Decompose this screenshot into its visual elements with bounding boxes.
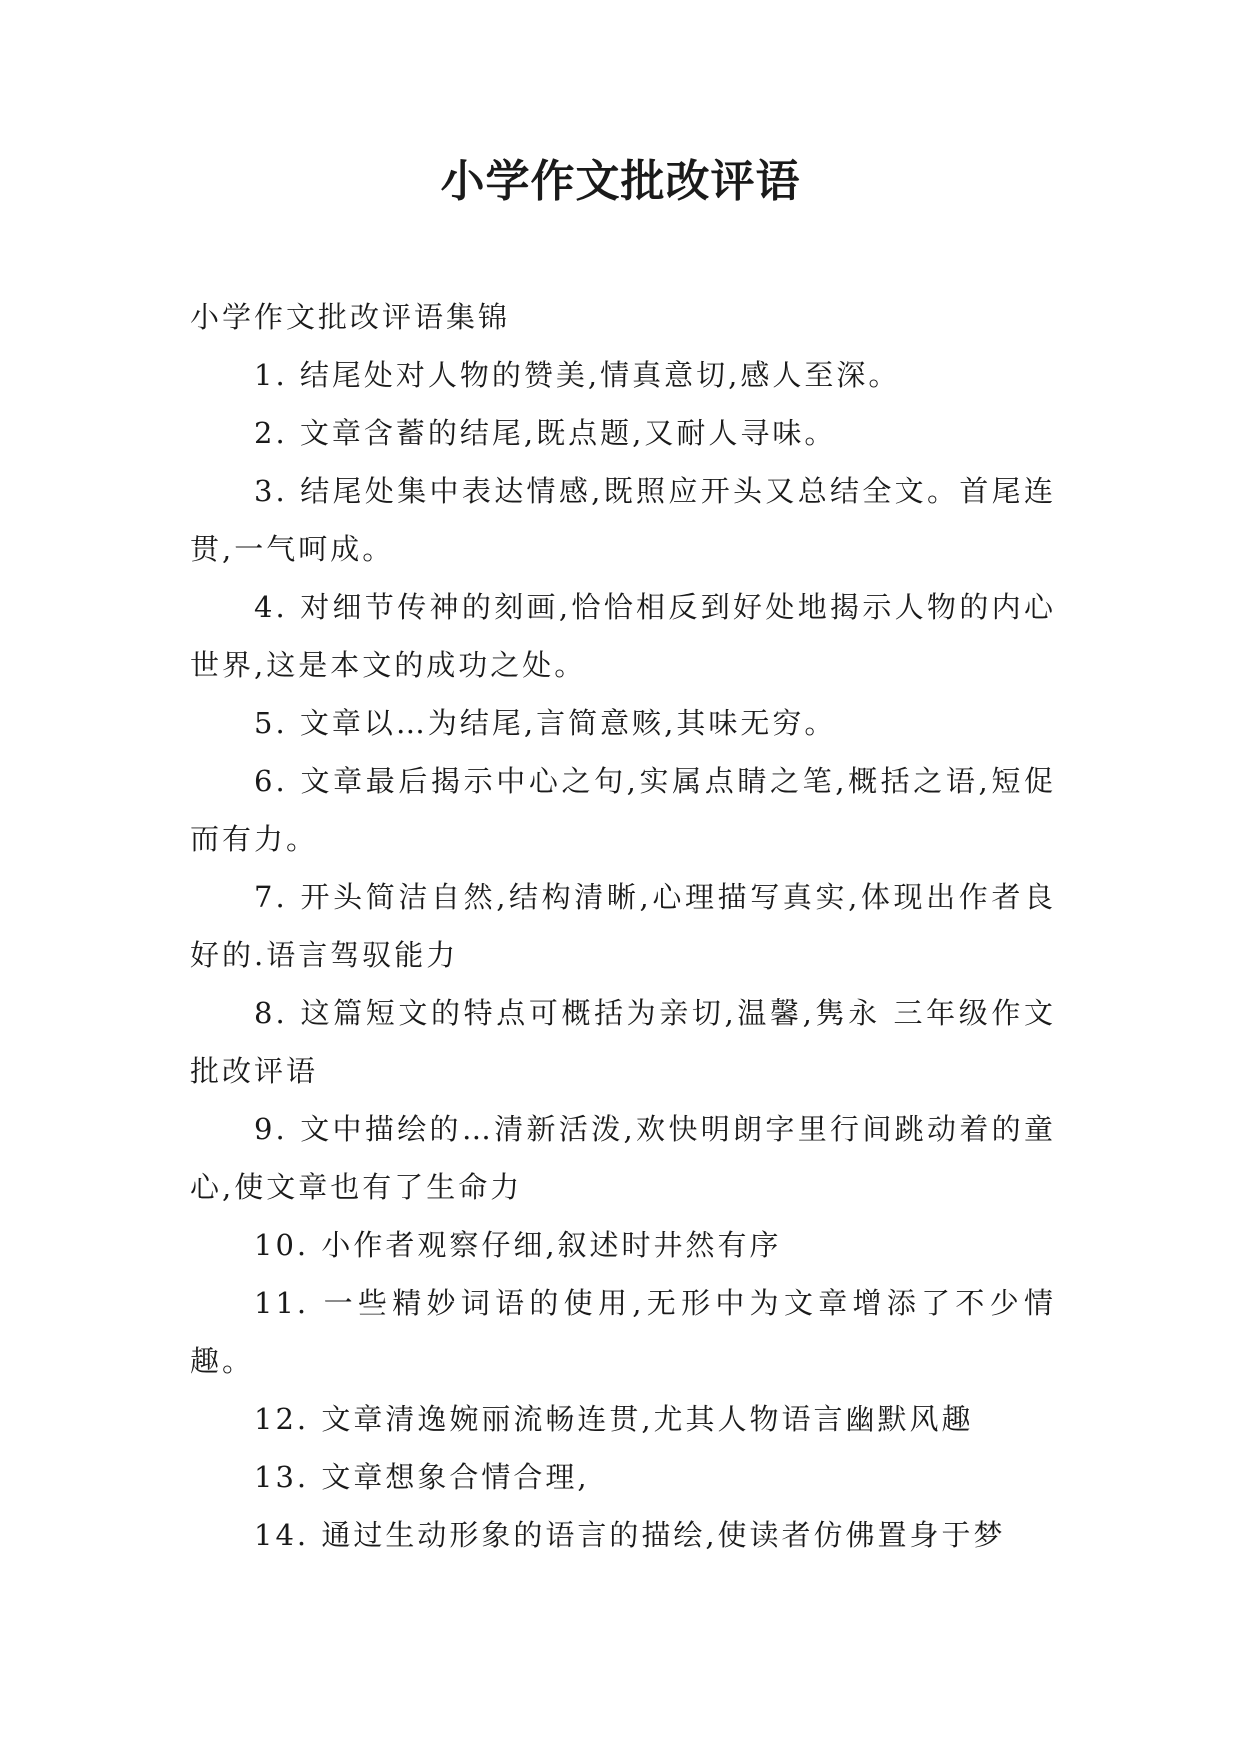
comment-item-7: 7. 开头简洁自然,结构清晰,心理描写真实,体现出作者良好的.语言驾驭能力 bbox=[190, 880, 1056, 972]
document-title: 小学作文批改评语 bbox=[440, 156, 801, 207]
comment-item-12: 12. 文章清逸婉丽流畅连贯,尤其人物语言幽默风趣 bbox=[254, 1402, 974, 1436]
comment-item-10: 10. 小作者观察仔细,叙述时井然有序 bbox=[254, 1228, 782, 1262]
comment-item-11: 11. 一些精妙词语的使用,无形中为文章增添了不少情趣。 bbox=[190, 1286, 1056, 1378]
comment-item-14: 14. 通过生动形象的语言的描绘,使读者仿佛置身于梦 bbox=[254, 1518, 1006, 1552]
comment-item-3: 3. 结尾处集中表达情感,既照应开头又总结全文。首尾连贯,一气呵成。 bbox=[190, 474, 1056, 566]
comment-item-6: 6. 文章最后揭示中心之句,实属点睛之笔,概括之语,短促而有力。 bbox=[190, 764, 1056, 856]
comment-item-2: 2. 文章含蓄的结尾,既点题,又耐人寻味。 bbox=[254, 416, 837, 450]
document-body bbox=[190, 288, 1056, 1564]
document-subtitle: 小学作文批改评语集锦 bbox=[190, 300, 511, 334]
comment-item-4: 4. 对细节传神的刻画,恰恰相反到好处地揭示人物的内心世界,这是本文的成功之处。 bbox=[190, 590, 1056, 682]
comment-item-9: 9. 文中描绘的…清新活泼,欢快明朗字里行间跳动着的童心,使文章也有了生命力 bbox=[190, 1112, 1056, 1204]
comment-item-5: 5. 文章以…为结尾,言简意赅,其味无穷。 bbox=[254, 706, 837, 740]
comment-item-8: 8. 这篇短文的特点可概括为亲切,温馨,隽永 三年级作文批改评语 bbox=[190, 996, 1056, 1088]
comment-item-13: 13. 文章想象合情合理, bbox=[254, 1460, 590, 1494]
comment-item-1: 1. 结尾处对人物的赞美,情真意切,感人至深。 bbox=[254, 358, 901, 392]
